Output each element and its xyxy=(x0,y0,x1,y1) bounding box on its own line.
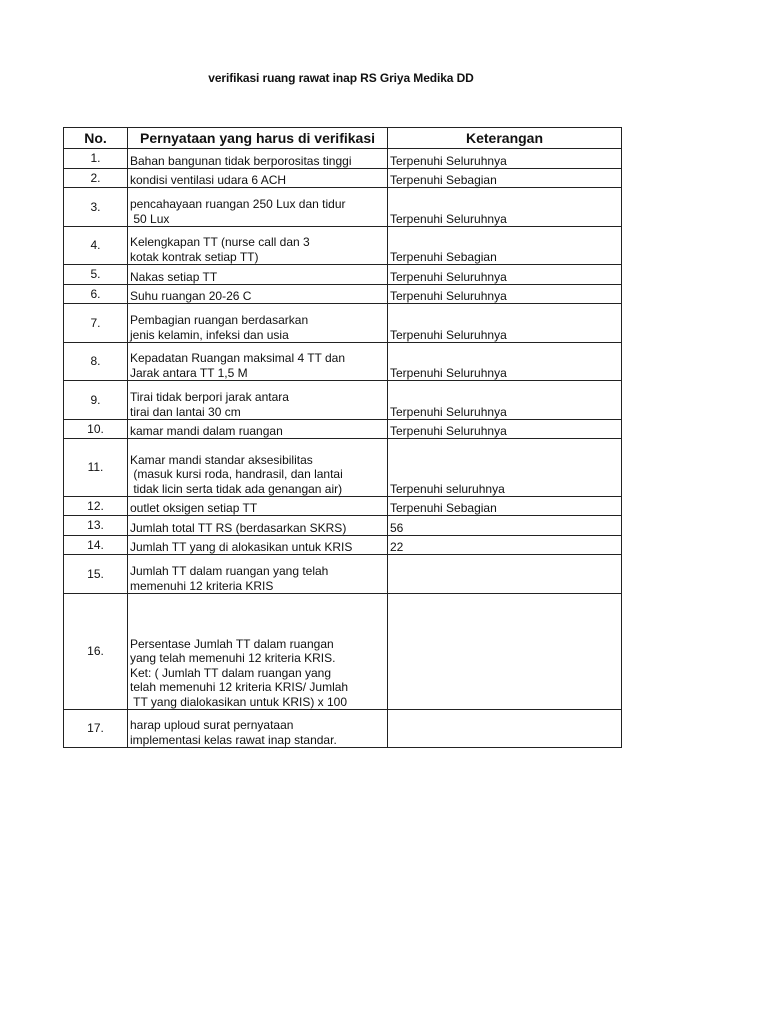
table-row xyxy=(64,516,622,536)
row-number: 3. xyxy=(64,188,128,227)
row-note: Terpenuhi Sebagian xyxy=(388,169,622,188)
row-number: 7. xyxy=(64,304,128,343)
table-row xyxy=(64,265,622,285)
row-statement: Suhu ruangan 20-26 C xyxy=(128,285,388,304)
row-number: 15. xyxy=(64,555,128,594)
row-note: Terpenuhi seluruhnya xyxy=(388,439,622,497)
row-note xyxy=(388,710,622,748)
row-statement: Tirai tidak berpori jarak antara tirai dan lantai 30 cm xyxy=(128,381,388,420)
row-statement: outlet oksigen setiap TT xyxy=(128,497,388,516)
row-statement: Jumlah total TT RS (berdasarkan SKRS) xyxy=(128,516,388,536)
table-row xyxy=(64,381,622,420)
row-statement: Kelengkapan TT (nurse call dan 3 kotak kontrak setiap TT) xyxy=(128,227,388,265)
row-statement: pencahayaan ruangan 250 Lux dan tidur 50 Lux xyxy=(128,188,388,227)
table-row xyxy=(64,343,622,381)
table-row xyxy=(64,149,622,169)
row-number: 12. xyxy=(64,497,128,516)
row-note: 56 xyxy=(388,516,622,536)
row-statement: Jumlah TT dalam ruangan yang telah memenuhi 12 kriteria KRIS xyxy=(128,555,388,594)
table-row xyxy=(64,710,622,748)
row-statement: Pembagian ruangan berdasarkan jenis kelamin, infeksi dan usia xyxy=(128,304,388,343)
row-note: 22 xyxy=(388,536,622,555)
row-number: 14. xyxy=(64,536,128,555)
row-note: Terpenuhi Seluruhnya xyxy=(388,188,622,227)
header-note: Keterangan xyxy=(388,128,622,149)
row-note xyxy=(388,555,622,594)
header-statement: Pernyataan yang harus di verifikasi xyxy=(128,128,388,149)
row-statement: Kepadatan Ruangan maksimal 4 TT dan Jarak antara TT 1,5 M xyxy=(128,343,388,381)
row-number: 4. xyxy=(64,227,128,265)
table-header-row xyxy=(64,128,622,149)
row-note: Terpenuhi Seluruhnya xyxy=(388,265,622,285)
verification-table xyxy=(63,127,622,748)
row-note: Terpenuhi Sebagian xyxy=(388,497,622,516)
document-title: verifikasi ruang rawat inap RS Griya Medika DD xyxy=(208,71,474,85)
row-statement: Jumlah TT yang di alokasikan untuk KRIS xyxy=(128,536,388,555)
row-note: Terpenuhi Seluruhnya xyxy=(388,304,622,343)
table-row xyxy=(64,188,622,227)
row-note: Terpenuhi Seluruhnya xyxy=(388,149,622,169)
row-note: Terpenuhi Seluruhnya xyxy=(388,343,622,381)
row-note: Terpenuhi Sebagian xyxy=(388,227,622,265)
row-statement: kamar mandi dalam ruangan xyxy=(128,420,388,439)
table-row xyxy=(64,285,622,304)
row-number: 1. xyxy=(64,149,128,169)
row-statement: Kamar mandi standar aksesibilitas (masuk kursi roda, handrasil, dan lantai tidak licin serta tidak ada genangan air) xyxy=(128,439,388,497)
row-number: 16. xyxy=(64,594,128,710)
row-note: Terpenuhi Seluruhnya xyxy=(388,420,622,439)
row-number: 6. xyxy=(64,285,128,304)
row-number: 8. xyxy=(64,343,128,381)
table-row xyxy=(64,169,622,188)
row-number: 13. xyxy=(64,516,128,536)
row-number: 5. xyxy=(64,265,128,285)
table-row xyxy=(64,555,622,594)
table-row xyxy=(64,439,622,497)
table-row xyxy=(64,594,622,710)
row-statement: Nakas setiap TT xyxy=(128,265,388,285)
row-statement: Bahan bangunan tidak berporositas tinggi xyxy=(128,149,388,169)
row-number: 9. xyxy=(64,381,128,420)
row-note: Terpenuhi Seluruhnya xyxy=(388,285,622,304)
row-statement: harap uploud surat pernyataan implementasi kelas rawat inap standar. xyxy=(128,710,388,748)
row-number: 11. xyxy=(64,439,128,497)
row-note xyxy=(388,594,622,710)
table-row xyxy=(64,420,622,439)
table-row xyxy=(64,536,622,555)
table-row xyxy=(64,227,622,265)
row-number: 2. xyxy=(64,169,128,188)
row-statement: Persentase Jumlah TT dalam ruangan yang telah memenuhi 12 kriteria KRIS. Ket: ( Jumlah TT dalam ruangan yang telah memenuhi 12 kriteria KRIS/ Jumlah TT yang dialokasikan untuk KRIS) x 100 xyxy=(128,594,388,710)
table-row xyxy=(64,497,622,516)
table-row xyxy=(64,304,622,343)
row-statement: kondisi ventilasi udara 6 ACH xyxy=(128,169,388,188)
row-number: 17. xyxy=(64,710,128,748)
row-number: 10. xyxy=(64,420,128,439)
row-note: Terpenuhi Seluruhnya xyxy=(388,381,622,420)
header-no: No. xyxy=(64,128,128,149)
